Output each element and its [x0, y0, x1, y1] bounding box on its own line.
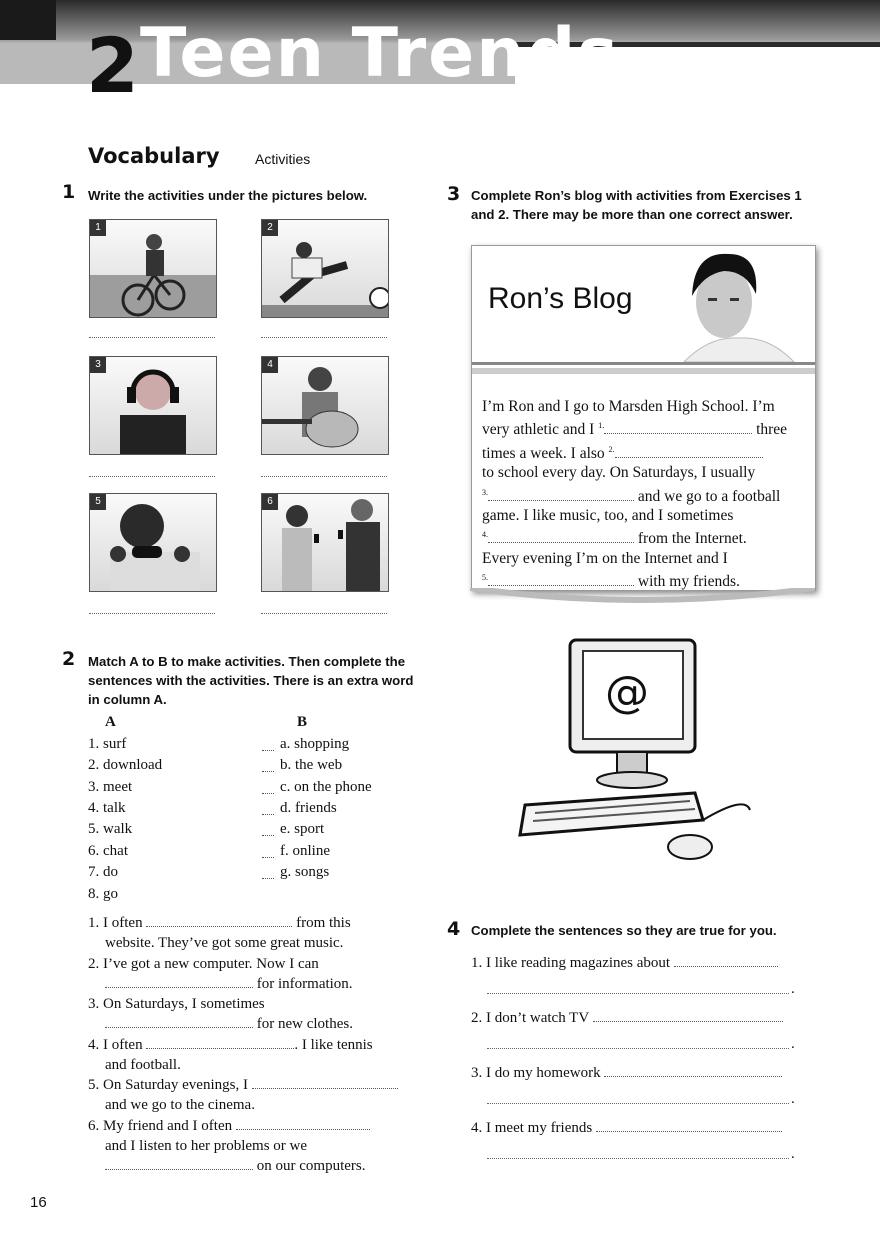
ex4-answer-line[interactable]	[487, 1158, 789, 1159]
section-subheading: Activities	[255, 151, 311, 167]
blog-line: from the Internet.	[637, 530, 747, 548]
column-a-heading: A	[105, 714, 116, 730]
column-a-item: 8. go	[88, 886, 118, 902]
blog-shadow-curve	[470, 588, 815, 612]
sentence-text: 2. I’ve got a new computer. Now I can	[88, 956, 319, 972]
column-b-heading: B	[297, 714, 308, 730]
ex4-text: 3. I do my homework	[471, 1065, 601, 1081]
unit-title: Teen Trends	[140, 14, 620, 93]
exercise-1-instruction: Write the activities under the pictures below.	[88, 188, 368, 203]
match-blank[interactable]	[262, 750, 274, 751]
blog-body	[482, 397, 812, 591]
picture-number: 4	[262, 357, 278, 373]
sentence-text: website. They’ve got some great music.	[105, 935, 344, 951]
match-blank[interactable]	[262, 835, 274, 836]
match-blank[interactable]	[262, 878, 274, 879]
period: .	[791, 1146, 795, 1162]
picture-number: 5	[90, 494, 106, 510]
sentence-text: and I listen to her problems or we	[105, 1138, 308, 1154]
sentence-1	[88, 913, 418, 953]
exercise-3-instruction	[471, 186, 802, 224]
gap-number: 2.	[608, 444, 615, 454]
exercise-1-number: 1	[62, 181, 76, 203]
blog-divider-shadow	[472, 368, 815, 374]
sentence-text: 4. I often	[88, 1037, 143, 1053]
gap-number: 3.	[482, 487, 488, 497]
at-symbol: @	[605, 667, 649, 718]
answer-line-4[interactable]	[261, 476, 387, 477]
cyclist-icon	[90, 220, 216, 317]
blog-blank-1[interactable]	[604, 433, 752, 434]
picture-5-gamepad	[89, 493, 217, 592]
blog-blank-5[interactable]	[488, 585, 634, 586]
picture-6-phones	[261, 493, 389, 592]
sentence-text: for information.	[256, 976, 353, 992]
column-b-item: a. shopping	[280, 736, 350, 752]
picture-number: 6	[262, 494, 278, 510]
column-a-item: 2. download	[88, 757, 163, 773]
instruction-line: in column A.	[88, 692, 167, 707]
sentence-text: and football.	[105, 1057, 181, 1073]
picture-3-headphones	[89, 356, 217, 455]
ex4-text: 4. I meet my friends	[471, 1120, 593, 1136]
sentence-text: 3. On Saturdays, I sometimes	[88, 996, 265, 1012]
ex4-answer-line[interactable]	[487, 1048, 789, 1049]
column-a-item: 3. meet	[88, 779, 133, 795]
picture-number: 1	[90, 220, 106, 236]
column-a-item: 1. surf	[88, 736, 127, 752]
sentence-6	[88, 1116, 428, 1176]
exercise-4-instruction: Complete the sentences so they are true for you.	[471, 923, 777, 938]
sentence-text: from this	[296, 915, 351, 931]
blog-blank-3[interactable]	[488, 500, 634, 501]
exercise-3-number: 3	[447, 183, 461, 205]
sentence-text: for new clothes.	[256, 1016, 353, 1032]
sentence-text: on our computers.	[256, 1158, 366, 1174]
picture-4-guitar	[261, 356, 389, 455]
page-number: 16	[30, 1194, 47, 1211]
sentence-blank[interactable]	[146, 1048, 294, 1049]
period: .	[791, 1091, 795, 1107]
column-b-item: f. online	[280, 843, 330, 859]
column-a-item: 4. talk	[88, 800, 126, 816]
blog-line: three	[756, 421, 788, 439]
exercise-2-number: 2	[62, 648, 76, 670]
blog-line: to school every day. On Saturdays, I usually	[482, 464, 756, 482]
ex4-answer-line[interactable]	[487, 1103, 789, 1104]
header-corner-block	[0, 0, 56, 40]
ex4-item-1	[471, 953, 801, 973]
phone-icon	[262, 494, 388, 591]
blog-divider	[472, 362, 815, 365]
ex4-blank[interactable]	[596, 1131, 782, 1132]
match-blank[interactable]	[262, 857, 274, 858]
blog-line: Every evening I’m on the Internet and I	[482, 549, 728, 567]
blog-blank-4[interactable]	[488, 542, 634, 543]
instruction-line: sentences with the activities. There is an extra word	[88, 673, 414, 688]
blog-line: times a week. I also	[482, 444, 605, 462]
picture-1-cyclist	[89, 219, 217, 318]
blog-title: Ron’s Blog	[488, 282, 633, 315]
ex4-blank[interactable]	[674, 966, 778, 967]
blog-line: I’m Ron and I go to Marsden High School. I’m	[482, 398, 775, 415]
ron-blog-box	[471, 245, 816, 591]
gap-number: 5.	[482, 573, 488, 582]
section-heading: Vocabulary	[88, 144, 220, 168]
sentence-blank[interactable]	[105, 1027, 253, 1028]
gap-number: 1.	[598, 421, 605, 431]
column-b-item: b. the web	[280, 757, 343, 773]
blog-line: with my friends.	[637, 573, 740, 591]
ex4-item-4	[471, 1118, 801, 1138]
sentence-text: 5. On Saturday evenings, I	[88, 1077, 248, 1093]
unit-number: 2	[86, 21, 139, 110]
column-b-item: g. songs	[280, 864, 330, 880]
column-b-item: e. sport	[280, 821, 325, 837]
exercise-2-instruction	[88, 652, 413, 709]
match-blank[interactable]	[262, 771, 274, 772]
guitar-icon	[262, 357, 388, 454]
column-b-item: d. friends	[280, 800, 337, 816]
picture-number: 2	[262, 220, 278, 236]
column-a-item: 5. walk	[88, 821, 133, 837]
sentence-blank[interactable]	[252, 1088, 398, 1089]
sentence-text: 1. I often	[88, 915, 143, 931]
headphones-icon	[90, 357, 216, 454]
sentence-text: 6. My friend and I often	[88, 1118, 233, 1134]
sentence-blank[interactable]	[236, 1129, 370, 1130]
column-a-item: 7. do	[88, 864, 118, 880]
sentence-5	[88, 1075, 428, 1115]
sentence-blank[interactable]	[105, 987, 253, 988]
sentence-text: . I like tennis	[294, 1037, 373, 1053]
answer-line-2[interactable]	[261, 337, 387, 338]
instruction-line: Match A to B to make activities. Then complete the	[88, 654, 406, 669]
blog-line: very athletic and I	[482, 421, 595, 439]
blog-line: game. I like music, too, and I sometimes	[482, 506, 734, 524]
blog-blank-2[interactable]	[615, 457, 763, 458]
answer-line-6[interactable]	[261, 613, 387, 614]
period: .	[791, 981, 795, 997]
sentence-3	[88, 994, 418, 1034]
picture-2-footballer	[261, 219, 389, 318]
sentence-text: and we go to the cinema.	[105, 1097, 255, 1113]
ron-photo-icon	[664, 246, 814, 362]
exercise-4-number: 4	[447, 918, 461, 940]
ex4-text: 1. I like reading magazines about	[471, 955, 671, 971]
ex4-item-3	[471, 1063, 801, 1083]
answer-line-3[interactable]	[89, 476, 215, 477]
answer-line-5[interactable]	[89, 613, 215, 614]
ex4-blank[interactable]	[593, 1021, 783, 1022]
blog-line: and we go to a football	[637, 487, 781, 505]
ex4-blank[interactable]	[604, 1076, 782, 1077]
gamepad-icon	[90, 494, 216, 591]
gap-number: 4.	[482, 530, 488, 540]
ex4-answer-line[interactable]	[487, 993, 789, 994]
picture-number: 3	[90, 357, 106, 373]
sentence-2	[88, 954, 418, 994]
column-b-item: c. on the phone	[280, 779, 372, 795]
sentence-blank[interactable]	[146, 926, 292, 927]
ex4-item-2	[471, 1008, 801, 1028]
column-a-item: 6. chat	[88, 843, 128, 859]
ex4-text: 2. I don’t watch TV	[471, 1010, 589, 1026]
football-icon	[262, 220, 388, 317]
instruction-line: and 2. There may be more than one correct answer.	[471, 207, 793, 222]
answer-line-1[interactable]	[89, 337, 215, 338]
instruction-line: Complete Ron’s blog with activities from Exercises 1	[471, 188, 802, 203]
period: .	[791, 1036, 795, 1052]
match-blank[interactable]	[262, 793, 274, 794]
sentence-blank[interactable]	[105, 1169, 253, 1170]
match-blank[interactable]	[262, 814, 274, 815]
sentence-4	[88, 1035, 418, 1075]
computer-icon	[505, 635, 760, 875]
